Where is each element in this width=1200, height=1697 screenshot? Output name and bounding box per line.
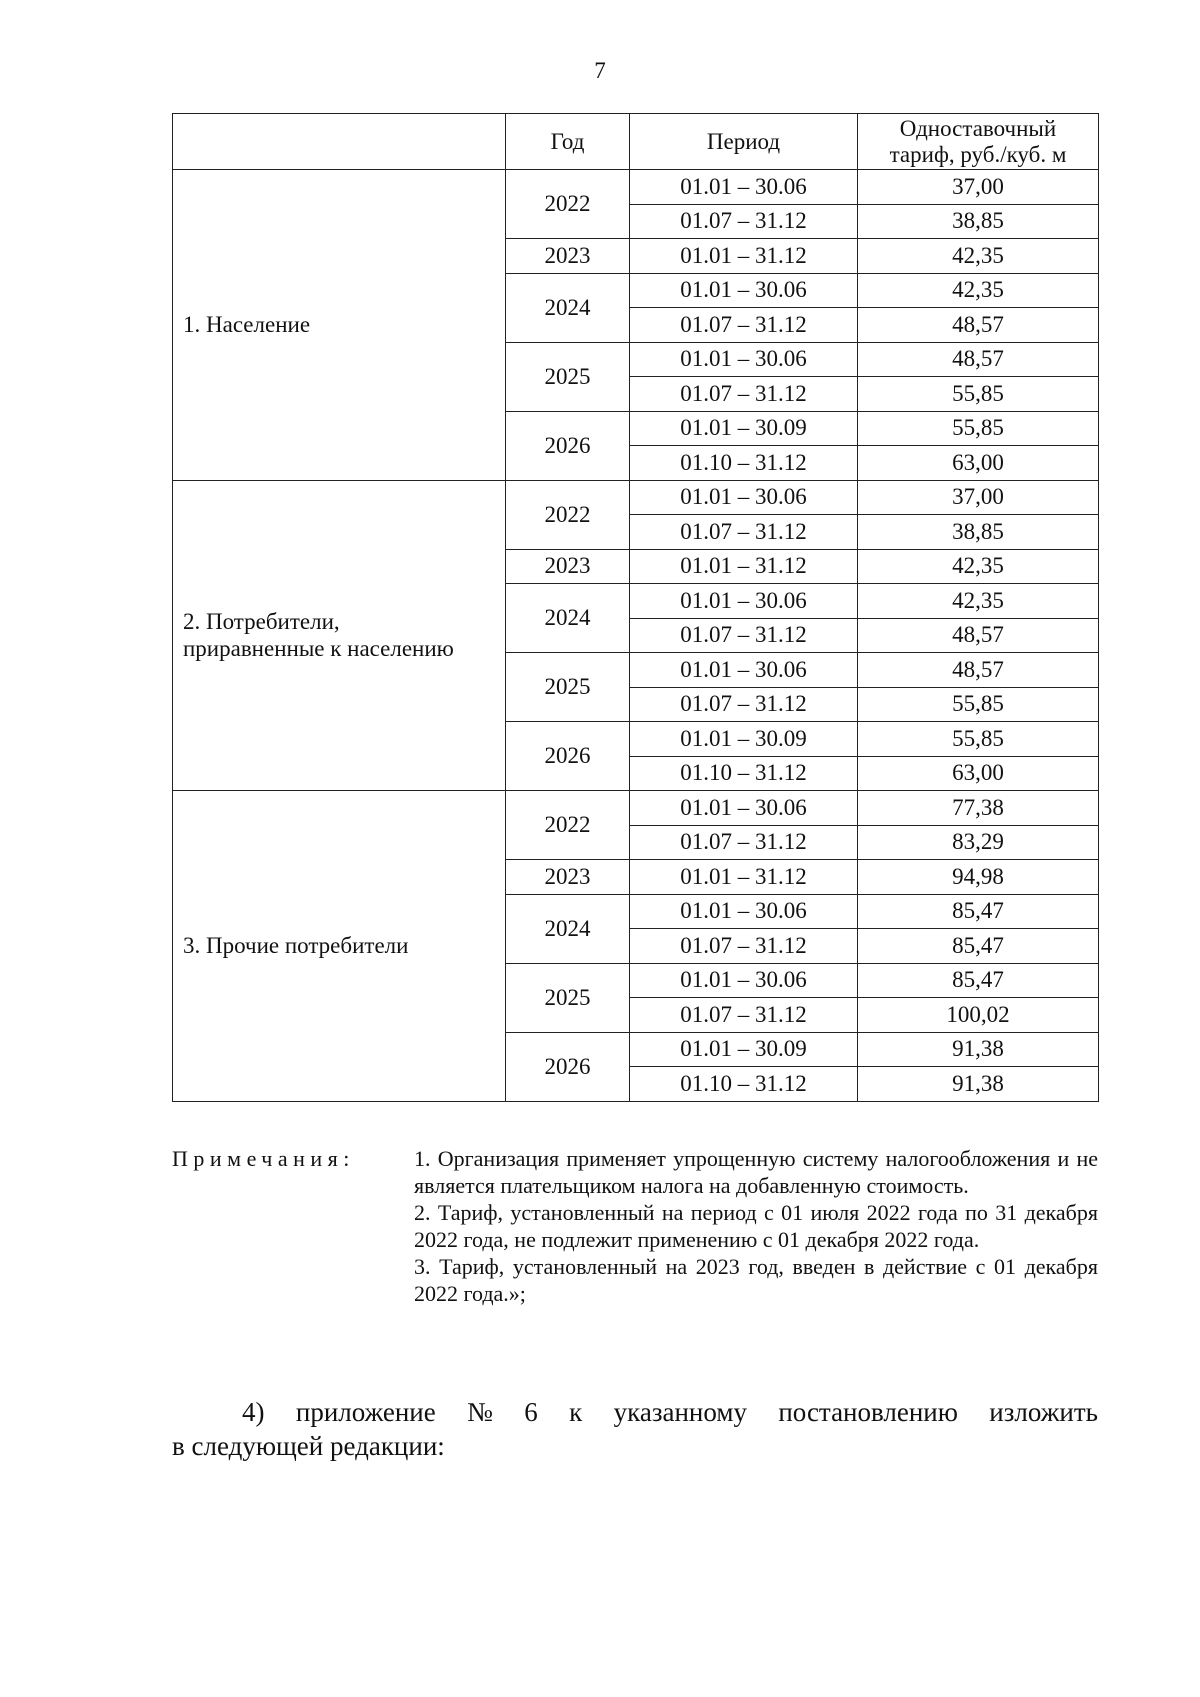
- period-cell: 01.07 – 31.12: [630, 998, 858, 1033]
- consumer-group-label: 1. Население: [183, 312, 311, 338]
- tariff-cell: 63,00: [858, 446, 1099, 481]
- period-cell: 01.01 – 30.06: [630, 170, 858, 205]
- period-cell: 01.01 – 31.12: [630, 239, 858, 274]
- table-row: [173, 791, 1099, 826]
- tariff-cell: 48,57: [858, 618, 1099, 653]
- amendment-word: к: [569, 1397, 583, 1427]
- period-cell: 01.01 – 30.06: [630, 963, 858, 998]
- tariff-cell: 55,85: [858, 722, 1099, 757]
- period-cell: 01.07 – 31.12: [630, 377, 858, 412]
- period-cell: 01.01 – 30.09: [630, 722, 858, 757]
- period-cell: 01.01 – 30.06: [630, 894, 858, 929]
- amendment-word: №: [467, 1397, 493, 1427]
- tariff-cell: 100,02: [858, 998, 1099, 1033]
- tariff-cell: 42,35: [858, 584, 1099, 619]
- period-cell: 01.07 – 31.12: [630, 308, 858, 343]
- consumer-group-label: 2. Потребители,: [183, 609, 340, 635]
- header-year: Год: [506, 114, 630, 170]
- tariff-cell: 48,57: [858, 653, 1099, 688]
- period-cell: 01.01 – 30.06: [630, 653, 858, 688]
- tariff-cell: 38,85: [858, 204, 1099, 239]
- tariff-cell: 85,47: [858, 929, 1099, 964]
- period-cell: 01.01 – 31.12: [630, 860, 858, 895]
- note-item-1: 1. Организация применяет упрощенную систему налогообложения и не является плательщиком налога на добавленную стоимость.: [414, 1146, 1098, 1198]
- tariff-cell: 55,85: [858, 411, 1099, 446]
- amendment-paragraph: [172, 1395, 1098, 1463]
- tariff-cell: 37,00: [858, 170, 1099, 205]
- tariff-table: [172, 113, 1099, 1102]
- consumer-group-label: приравненные к населению: [183, 636, 454, 662]
- consumer-group-cell: [173, 791, 506, 1102]
- header-period: Период: [630, 114, 858, 170]
- note-item-3: 3. Тариф, установленный на 2023 год, введен в действие с 01 декабря 2022 года.»;: [414, 1254, 1098, 1306]
- tariff-cell: 85,47: [858, 894, 1099, 929]
- amendment-word: 4): [242, 1397, 265, 1427]
- tariff-cell: 42,35: [858, 273, 1099, 308]
- amendment-word: 6: [524, 1397, 538, 1427]
- header-tariff-line1: Одноставочный: [899, 115, 1057, 141]
- table-row: [173, 480, 1099, 515]
- period-cell: 01.01 – 31.12: [630, 549, 858, 584]
- page-number: 7: [594, 58, 606, 83]
- year-cell: 2026: [506, 722, 630, 791]
- tariff-cell: 38,85: [858, 515, 1099, 550]
- year-cell: 2023: [506, 549, 630, 584]
- year-cell: 2025: [506, 342, 630, 411]
- consumer-group-cell: [173, 480, 506, 791]
- year-cell: 2026: [506, 1032, 630, 1101]
- period-cell: 01.10 – 31.12: [630, 756, 858, 791]
- period-cell: 01.10 – 31.12: [630, 1067, 858, 1102]
- tariff-cell: 77,38: [858, 791, 1099, 826]
- year-cell: 2026: [506, 411, 630, 480]
- amendment-line-2: в следующей редакции:: [172, 1431, 445, 1461]
- tariff-cell: 42,35: [858, 239, 1099, 274]
- year-cell: 2025: [506, 653, 630, 722]
- year-cell: 2022: [506, 170, 630, 239]
- period-cell: 01.07 – 31.12: [630, 515, 858, 550]
- tariff-cell: 91,38: [858, 1067, 1099, 1102]
- amendment-word: изложить: [989, 1397, 1098, 1427]
- header-tariff: [858, 114, 1099, 170]
- table-row: [173, 170, 1099, 205]
- year-cell: 2023: [506, 239, 630, 274]
- tariff-cell: 55,85: [858, 377, 1099, 412]
- tariff-cell: 48,57: [858, 342, 1099, 377]
- year-cell: 2024: [506, 273, 630, 342]
- period-cell: 01.01 – 30.06: [630, 791, 858, 826]
- period-cell: 01.07 – 31.12: [630, 825, 858, 860]
- amendment-word: постановлению: [778, 1397, 958, 1427]
- tariff-cell: 83,29: [858, 825, 1099, 860]
- tariff-cell: 48,57: [858, 308, 1099, 343]
- period-cell: 01.07 – 31.12: [630, 618, 858, 653]
- year-cell: 2022: [506, 791, 630, 860]
- period-cell: 01.01 – 30.06: [630, 584, 858, 619]
- year-cell: 2024: [506, 584, 630, 653]
- consumer-group-cell: [173, 170, 506, 481]
- tariff-cell: 94,98: [858, 860, 1099, 895]
- period-cell: 01.10 – 31.12: [630, 446, 858, 481]
- period-cell: 01.07 – 31.12: [630, 204, 858, 239]
- tariff-cell: 63,00: [858, 756, 1099, 791]
- year-cell: 2025: [506, 963, 630, 1032]
- period-cell: 01.01 – 30.09: [630, 411, 858, 446]
- tariff-cell: 91,38: [858, 1032, 1099, 1067]
- notes-body: [414, 1145, 1098, 1307]
- period-cell: 01.01 – 30.06: [630, 480, 858, 515]
- period-cell: 01.01 – 30.06: [630, 273, 858, 308]
- tariff-cell: 42,35: [858, 549, 1099, 584]
- amendment-word: указанному: [613, 1397, 747, 1427]
- year-cell: 2022: [506, 480, 630, 549]
- tariff-cell: 55,85: [858, 687, 1099, 722]
- period-cell: 01.07 – 31.12: [630, 929, 858, 964]
- amendment-line-1: [172, 1395, 1098, 1429]
- period-cell: 01.07 – 31.12: [630, 687, 858, 722]
- tariff-cell: 85,47: [858, 963, 1099, 998]
- consumer-group-label: 3. Прочие потребители: [183, 933, 409, 959]
- year-cell: 2023: [506, 860, 630, 895]
- note-item-2: 2. Тариф, установленный на период с 01 июля 2022 года по 31 декабря 2022 года, не подлежит применению с 01 декабря 2022 года.: [414, 1200, 1098, 1252]
- header-category: [173, 114, 506, 170]
- year-cell: 2024: [506, 894, 630, 963]
- period-cell: 01.01 – 30.06: [630, 342, 858, 377]
- amendment-word: приложение: [295, 1397, 436, 1427]
- notes-label: Примечания:: [172, 1146, 355, 1171]
- table-header-row: [173, 114, 1099, 170]
- table-body: [173, 170, 1099, 1102]
- header-tariff-line2: тариф, руб./куб. м: [889, 141, 1067, 167]
- tariff-cell: 37,00: [858, 480, 1099, 515]
- period-cell: 01.01 – 30.09: [630, 1032, 858, 1067]
